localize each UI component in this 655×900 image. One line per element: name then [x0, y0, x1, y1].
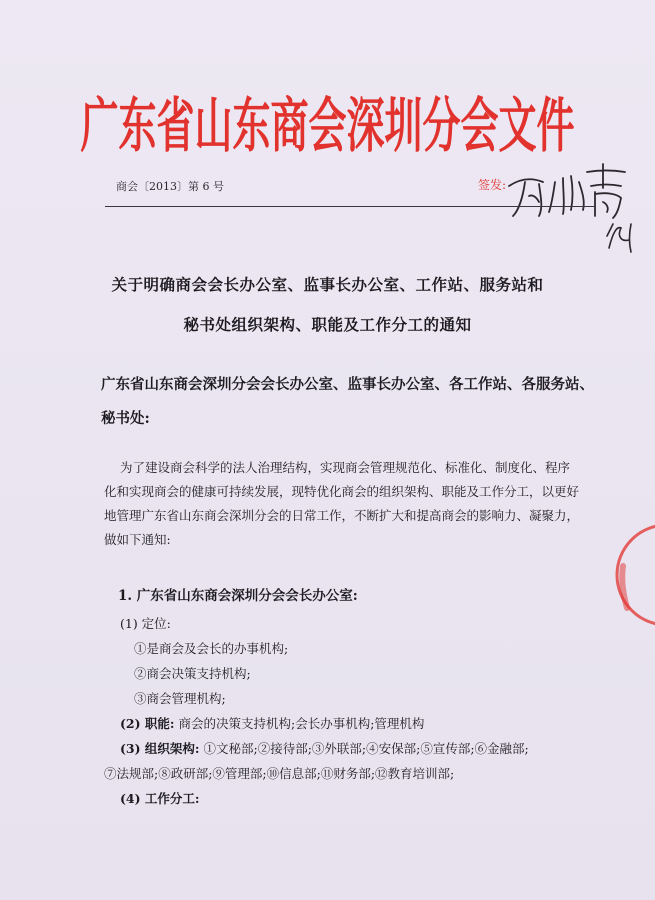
function-label: (2) 职能: — [120, 716, 175, 731]
document-header-title: 广东省山东商会深圳分会文件 — [80, 90, 575, 161]
handwritten-signature — [503, 152, 643, 262]
intro-line: 地管理广东省山东商会深圳分会的日常工作，不断扩大和提高商会的影响力、凝聚力， — [104, 508, 580, 523]
positioning-item: ③商会管理机构; — [134, 691, 226, 706]
addressee-line2: 秘书处: — [101, 410, 150, 427]
intro-line: 化和实现商会的健康可持续发展，现特优化商会的组织架构、职能及工作分工，以更好 — [104, 484, 580, 499]
positioning-item: ②商会决策支持机构; — [134, 666, 251, 681]
notice-title-line1: 关于明确商会会长办公室、监事长办公室、工作站、服务站和 — [111, 275, 544, 294]
section-heading: 1. 广东省山东商会深圳分会会长办公室: — [118, 588, 358, 604]
org-line2: ⑦法规部;⑧政研部;⑨管理部;⑩信息部;⑪财务部;⑫教育培训部; — [104, 766, 455, 781]
notice-title-line2: 秘书处组织架构、职能及工作分工的通知 — [183, 315, 472, 334]
header-divider — [105, 206, 595, 207]
function-row — [120, 714, 424, 732]
intro-paragraph — [104, 456, 604, 552]
addressee-line1: 广东省山东商会深圳分会会长办公室、监事长办公室、各工作站、各服务站、 — [101, 376, 594, 393]
document-number: 商会〔2013〕第 6 号 — [116, 180, 224, 193]
duty-label: (4) 工作分工: — [120, 791, 200, 806]
red-seal-stamp — [605, 520, 655, 630]
org-line1: ①文秘部;②接待部;③外联部;④安保部;⑤宣传部;⑥金融部; — [203, 741, 529, 756]
positioning-item: ①是商会及会长的办事机构; — [134, 641, 289, 656]
org-row — [120, 739, 529, 757]
signer-label: 签发: — [478, 178, 507, 192]
intro-line: 为了建设商会科学的法人治理结构，实现商会管理规范化、标准化、制度化、程序 — [120, 460, 571, 475]
function-text: 商会的决策支持机构;会长办事机构;管理机构 — [178, 716, 425, 731]
intro-line: 做如下通知: — [104, 532, 171, 547]
positioning-label: (1) 定位: — [120, 616, 171, 631]
org-label: (3) 组织架构: — [120, 741, 200, 756]
